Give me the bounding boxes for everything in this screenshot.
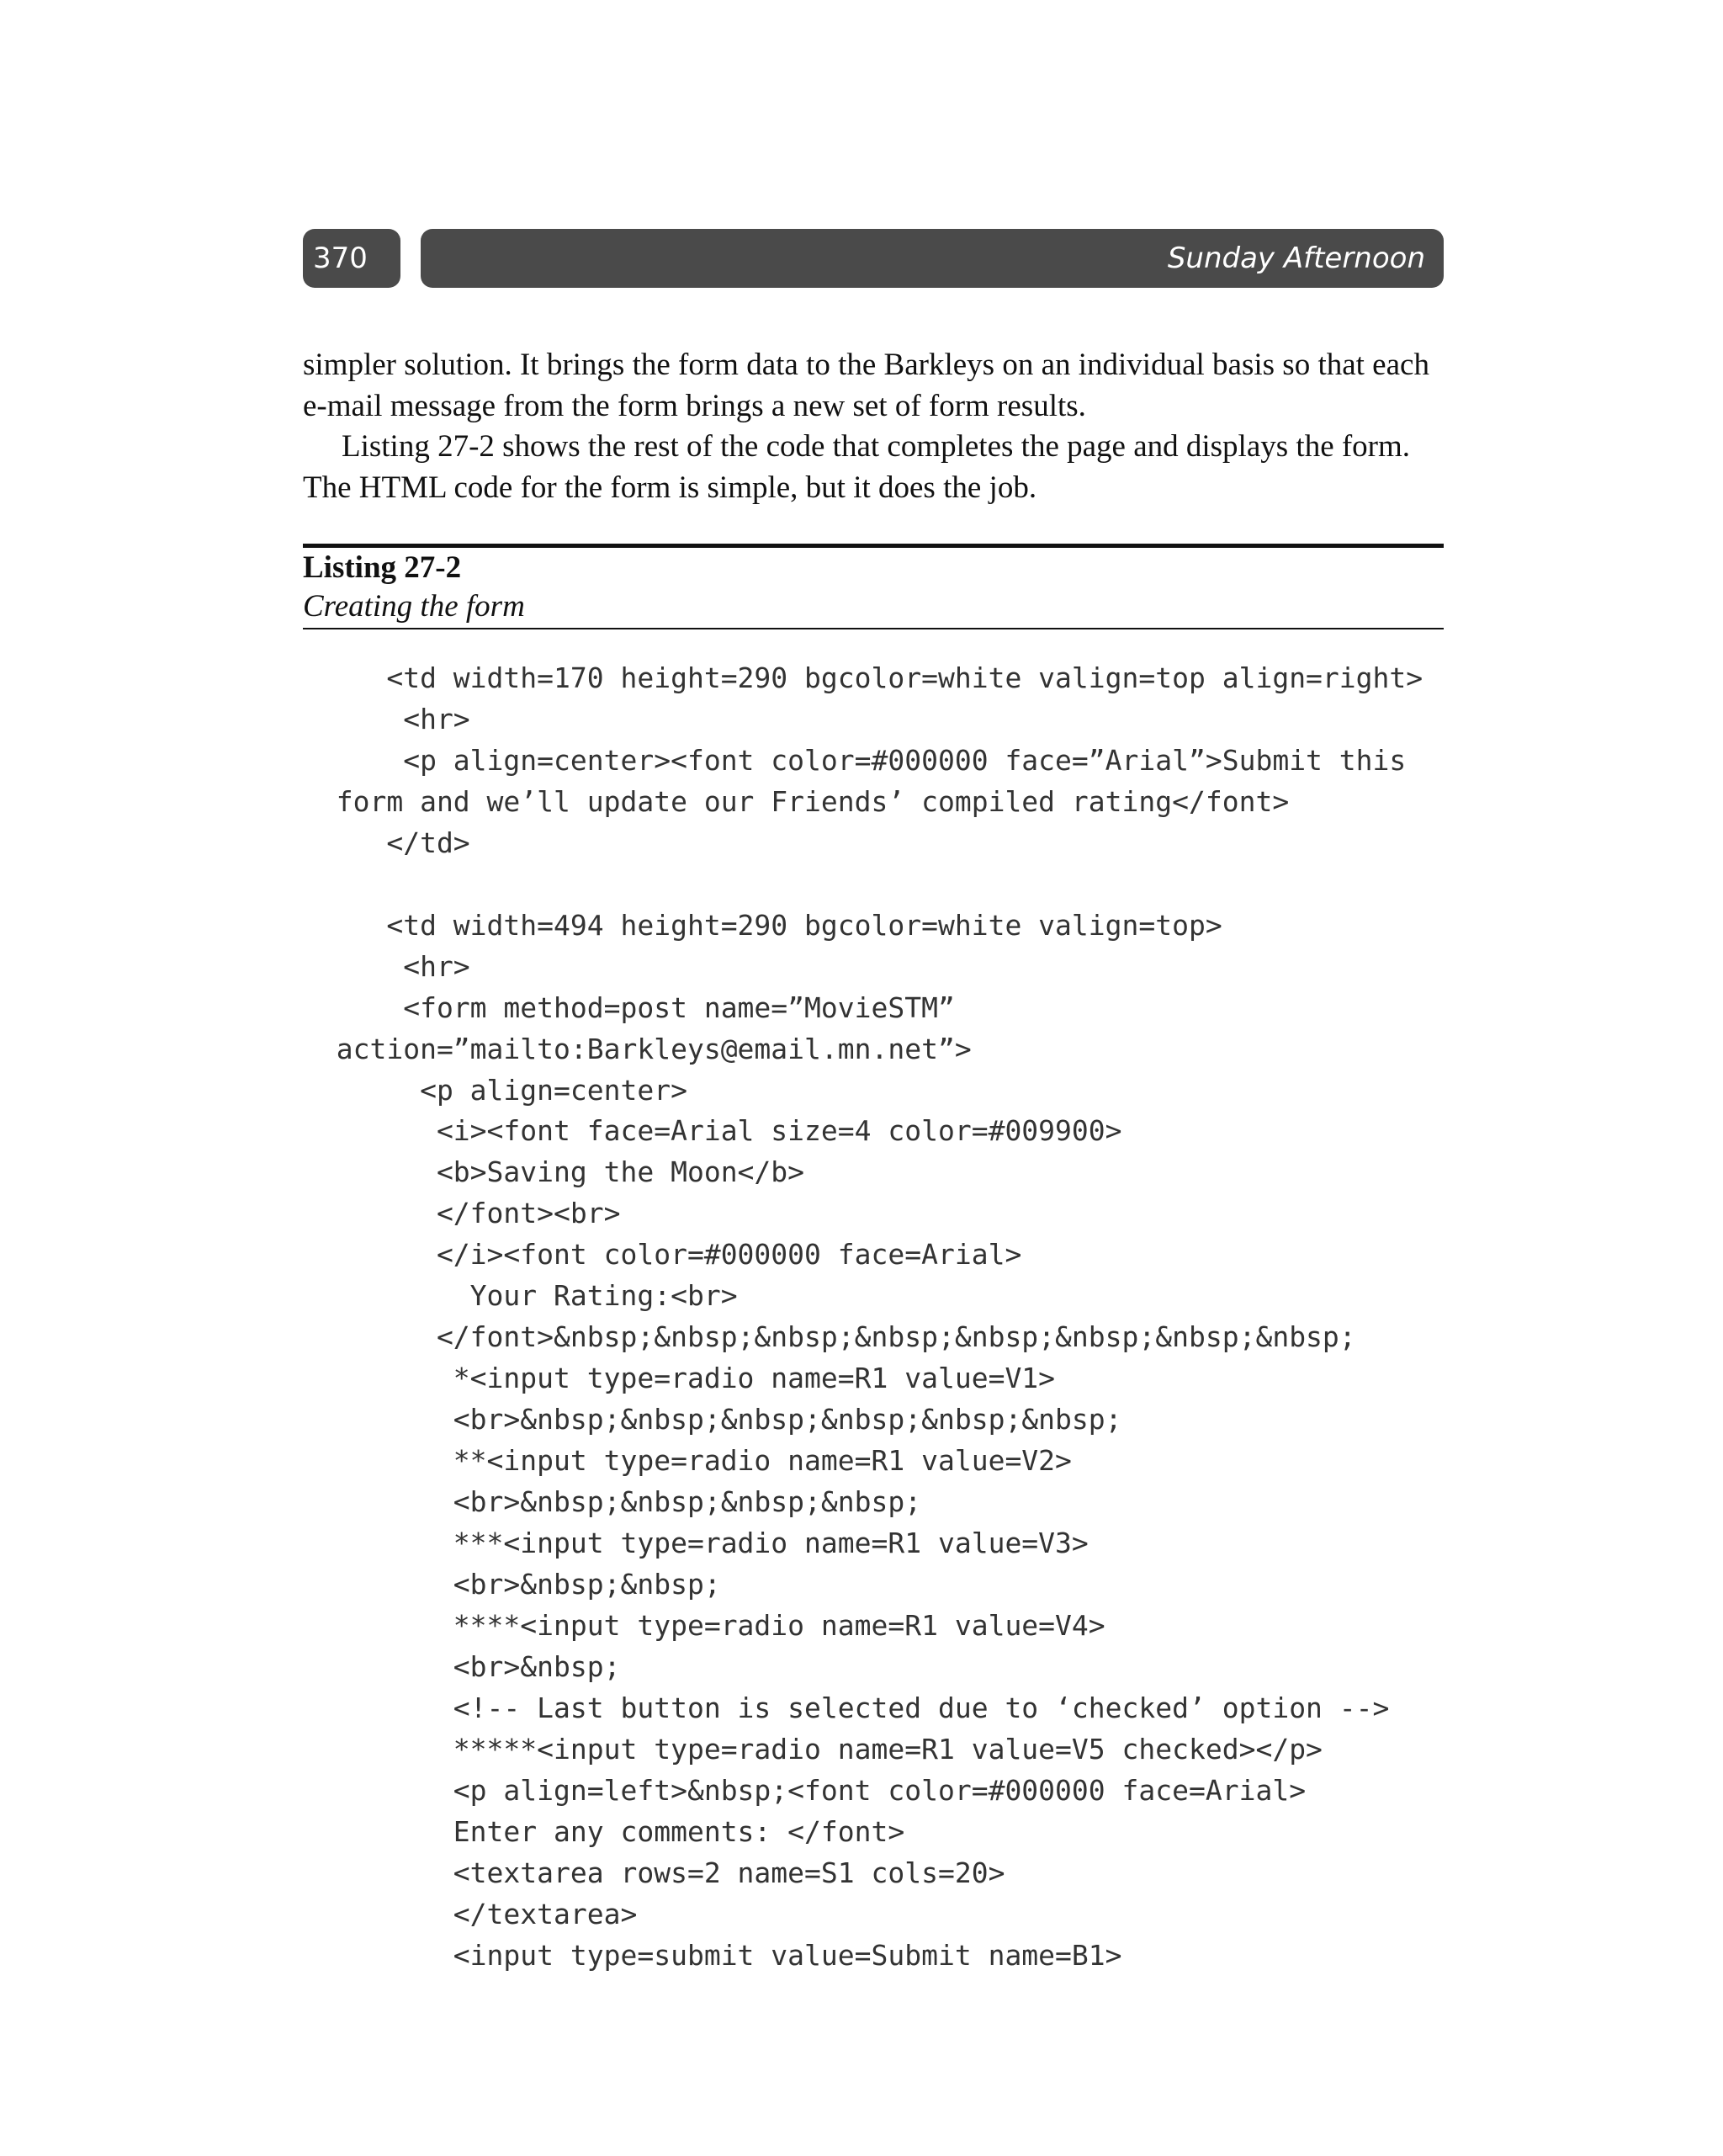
- code-listing: <td width=170 height=290 bgcolor=white valign=top align=right> <hr> <p align=center><font color=#000000 face=”Arial”>Submit this form and we’ll update our Friends’ compiled rating</font> </td> <td width=494 height=290 bgcolor=white valign=top> <hr> <form method=post name=”MovieSTM” action=”mailto:Barkleys@email.mn.net”> <p align=center> <i><font face=Arial size=4 color=#009900> <b>Saving the Moon</b> </font><br> </i><font color=#000000 face=Arial> Your Rating:<br> </font>&nbsp;&nbsp;&nbsp;&nbsp;&nbsp;&nbsp;&nbsp;&nbsp; *<input type=radio name=R1 value=V1> <br>&nbsp;&nbsp;&nbsp;&nbsp;&nbsp;&nbsp; **<input type=radio name=R1 value=V2> <br>&nbsp;&nbsp;&nbsp;&nbsp; ***<input type=radio name=R1 value=V3> <br>&nbsp;&nbsp; ****<input type=radio name=R1 value=V4> <br>&nbsp; <!-- Last button is selected due to ‘checked’ option --> *****<input type=radio name=R1 value=V5 checked></p> <p align=left>&nbsp;<font color=#000000 face=Arial> Enter any comments: </font> <textarea rows=2 name=S1 cols=20> </textarea> <input type=submit value=Submit name=B1>: [336, 661, 1423, 1972]
- listing-bottom-rule: [303, 628, 1444, 629]
- listing-label: Listing 27-2: [303, 550, 462, 585]
- listing-top-rule: [303, 544, 1444, 548]
- listing-caption: Creating the form: [303, 589, 525, 624]
- page-number: 370: [303, 229, 400, 288]
- running-head: Sunday Afternoon: [421, 229, 1444, 288]
- paragraph: simpler solution. It brings the form data to the Barkleys on an individual basis so that each e-mail message from the form brings a new set of form results.: [303, 348, 1429, 423]
- body-text: [303, 345, 1447, 508]
- paragraph: Listing 27-2 shows the rest of the code that completes the page and displays the form. The HTML code for the form is simple, but it does the job.: [303, 429, 1411, 505]
